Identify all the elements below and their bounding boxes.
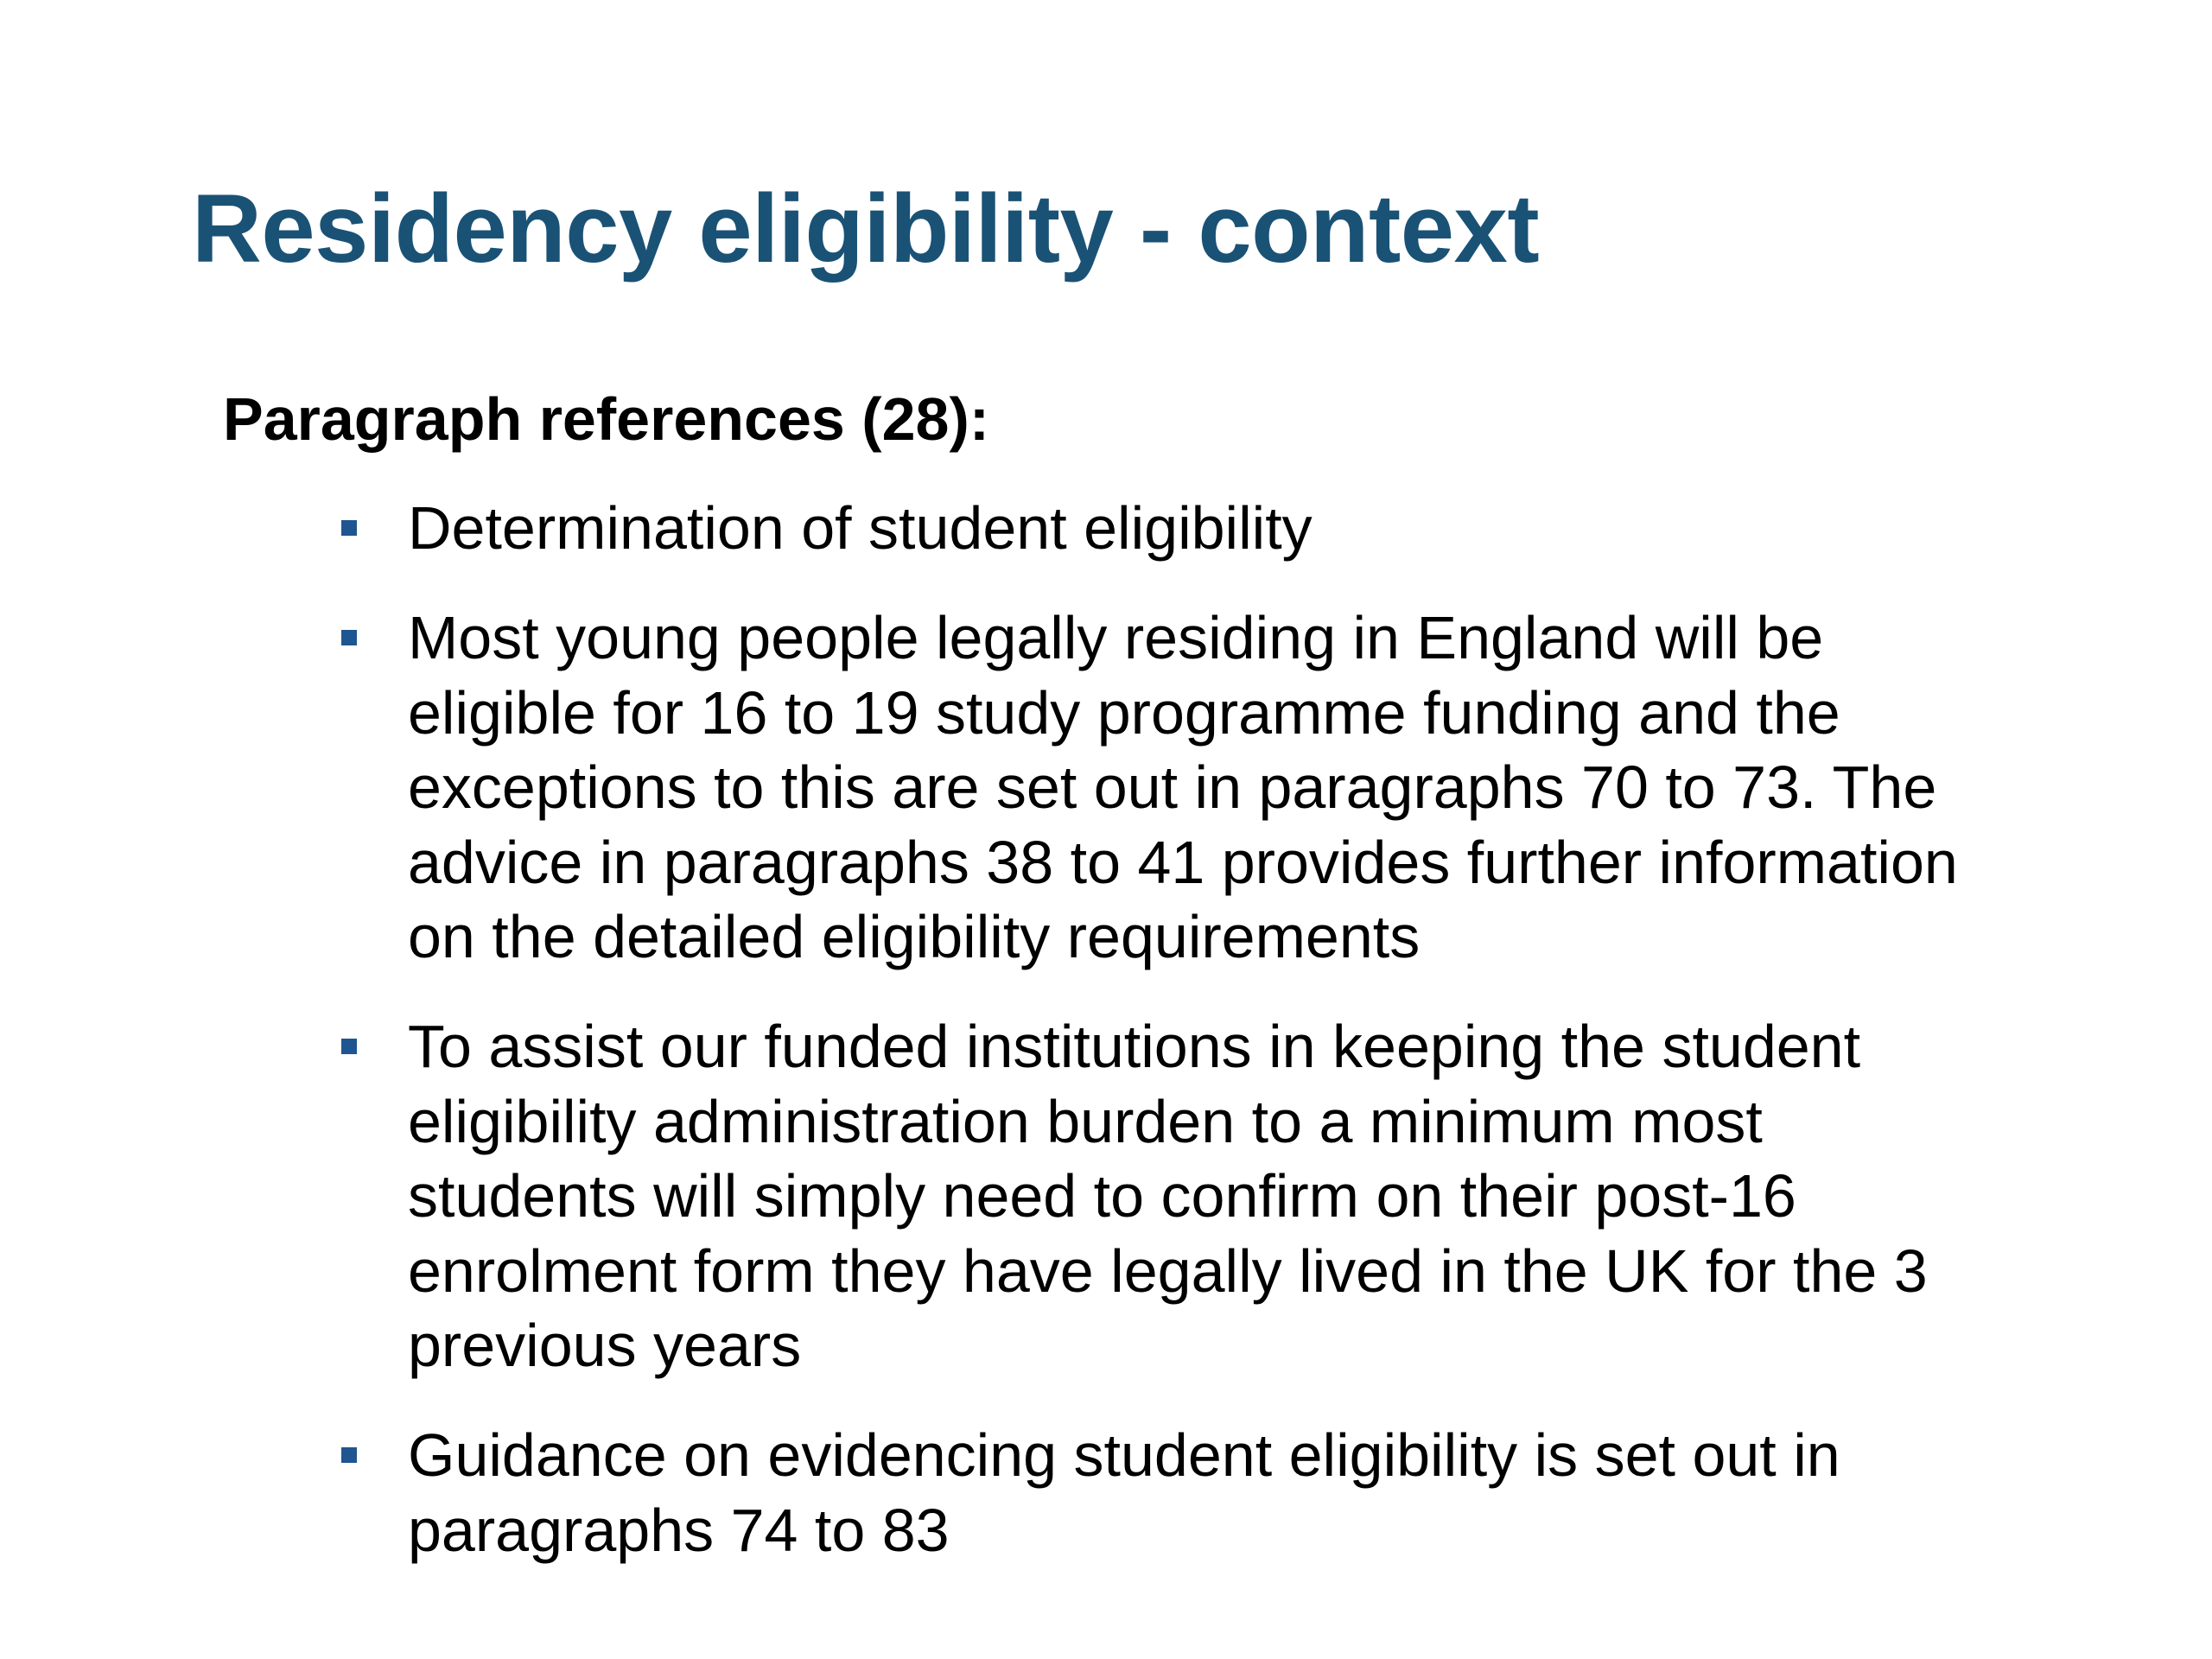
slide-title: Residency eligibility - context <box>192 175 1540 283</box>
bullet-text: To assist our funded institutions in keeping the student eligibility administration burden to a minimum most students will simply need to confirm on their post-16 enrolment form they have legally lived in the UK for the 3 previous years <box>408 1013 1928 1379</box>
bullet-text: Determination of student eligibility <box>408 494 1313 562</box>
bullet-text: Most young people legally residing in England will be eligible for 16 to 19 study programme funding and the exceptions to this are set out in paragraphs 70 to 73. The advice in paragraphs 38 to 41 provides further information on the detailed eligibility requirements <box>408 604 1958 970</box>
square-bullet-icon <box>341 1039 357 1054</box>
paragraph-references-heading: Paragraph references (28): <box>223 385 990 453</box>
square-bullet-icon <box>341 1447 357 1463</box>
square-bullet-icon <box>341 630 357 645</box>
bullet-text: Guidance on evidencing student eligibility is set out in paragraphs 74 to 83 <box>408 1421 1840 1564</box>
square-bullet-icon <box>341 520 357 536</box>
